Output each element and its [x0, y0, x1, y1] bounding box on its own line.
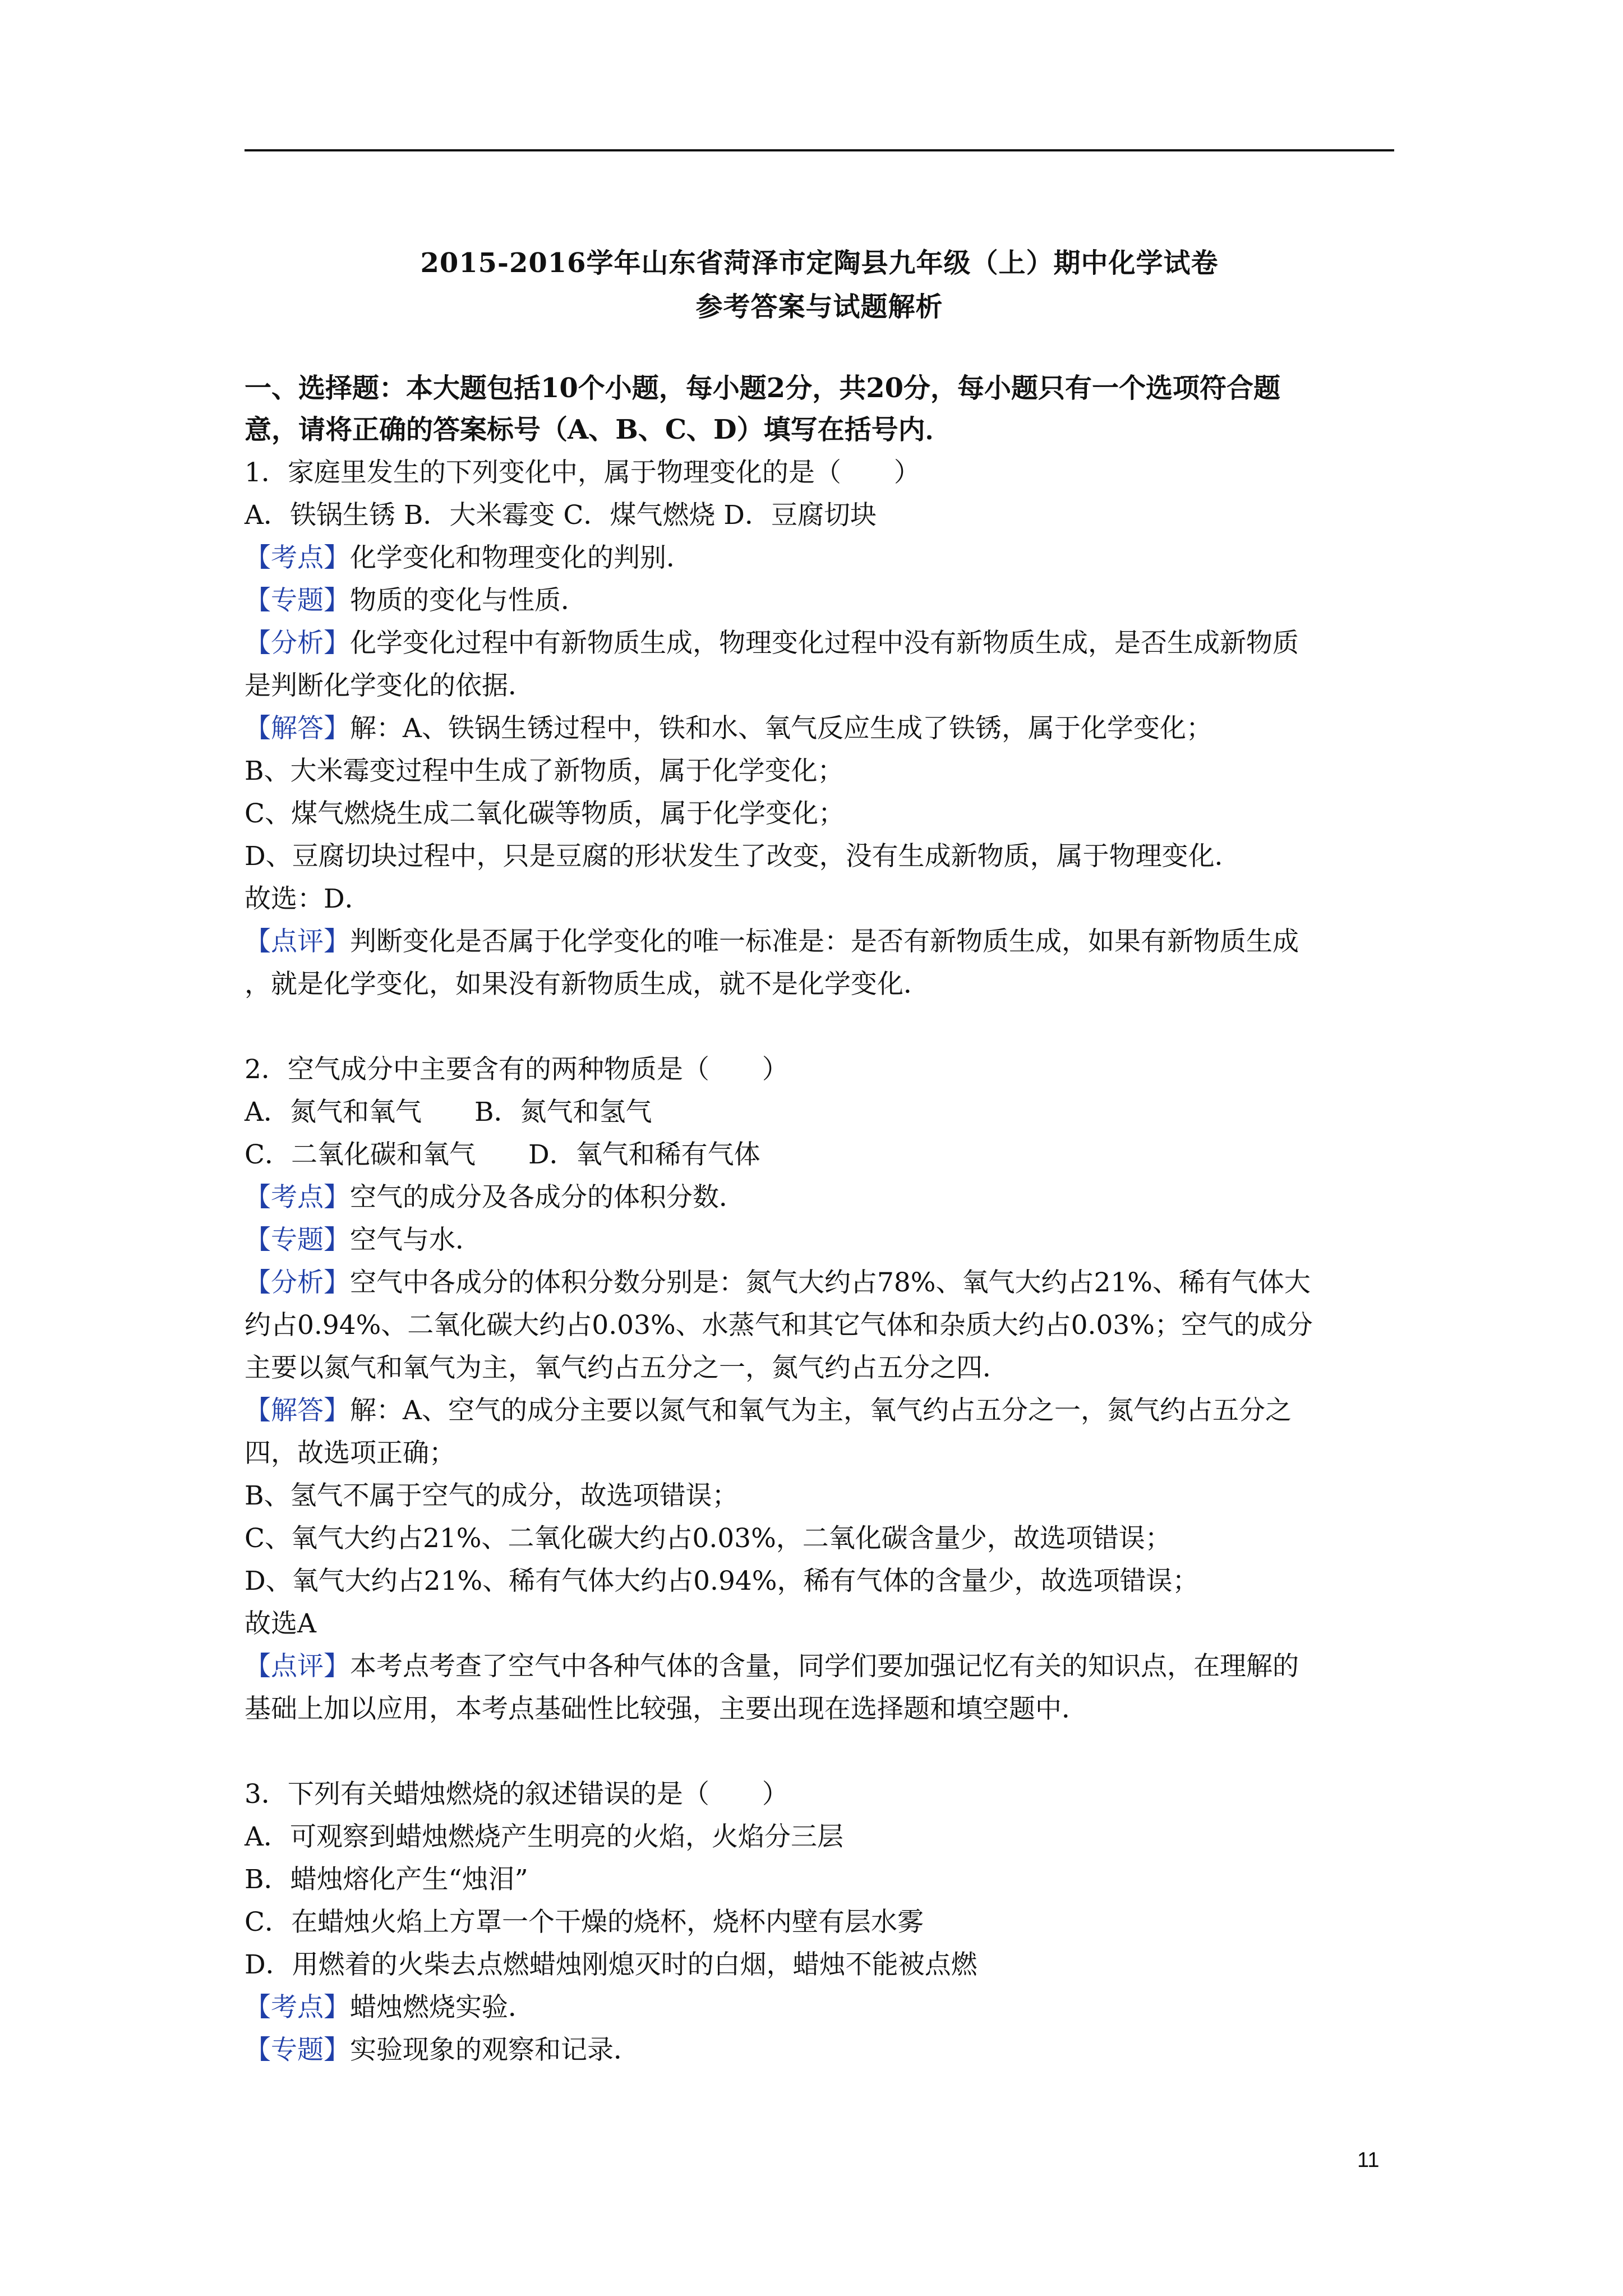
q1-kaodian: [245, 537, 1394, 579]
q2-fenxi-cont: 主要以氮气和氧气为主，氧气约占五分之一，氮气约占五分之四．: [245, 1352, 1009, 1383]
q1-jieda: [245, 707, 1394, 750]
jieda-text: 解：A、铁锅生锈过程中，铁和水、氧气反应生成了铁锈，属于化学变化；: [350, 713, 1212, 744]
page-number: 11: [1357, 2148, 1380, 2172]
q2-dianping-cont: 基础上加以应用，本考点基础性比较强，主要出现在选择题和填空题中．: [245, 1694, 1088, 1724]
jieda-tag: 【解答】: [245, 1395, 350, 1426]
q1-fenxi: [245, 622, 1394, 665]
q1-dianping: [245, 921, 1394, 963]
dianping-tag: 【点评】: [245, 1651, 350, 1682]
q2-kaodian: [245, 1176, 1394, 1219]
dianping-text: 本考点考查了空气中各种气体的含量，同学们要加强记忆有关的知识点，在理解的: [350, 1651, 1299, 1682]
spacer: [245, 1731, 1394, 1773]
q1-question: 1．家庭里发生的下列变化中，属于物理变化的是（ ）: [245, 457, 920, 488]
q3-option-c: C．在蜡烛火焰上方罩一个干燥的烧杯，烧杯内壁有层水雾: [245, 1907, 924, 1938]
zhuanti-tag: 【专题】: [245, 2035, 350, 2065]
page-subtitle: 参考答案与试题解析: [695, 291, 943, 323]
jieda-tag: 【解答】: [245, 713, 350, 744]
section-heading-line: 一、选择题：本大题包括10个小题，每小题2分，共20分，每小题只有一个选项符合题: [245, 372, 1280, 404]
kaodian-text: 化学变化和物理变化的判别．: [350, 542, 693, 573]
q2-options: C．二氧化碳和氧气 D．氧气和稀有气体: [245, 1139, 760, 1170]
kaodian-tag: 【考点】: [245, 1182, 350, 1213]
fenxi-text: 空气中各成分的体积分数分别是：氮气大约占78%、氧气大约占21%、稀有气体大: [350, 1267, 1311, 1298]
fenxi-tag: 【分析】: [245, 628, 350, 659]
q2-fenxi: [245, 1262, 1394, 1304]
dianping-text: 判断变化是否属于化学变化的唯一标准是：是否有新物质生成，如果有新物质生成: [350, 926, 1299, 957]
q1-jieda-line: C、煤气燃烧生成二氧化碳等物质，属于化学变化；: [245, 798, 845, 829]
q2-jieda-line: D、氧气大约占21%、稀有气体大约占0.94%，稀有气体的含量少，故选项错误；: [245, 1566, 1199, 1596]
document-body: [245, 452, 1394, 2072]
fenxi-tag: 【分析】: [245, 1267, 350, 1298]
section-heading-line: 意，请将正确的答案标号（A、B、C、D）填写在括号内．: [245, 414, 952, 445]
zhuanti-text: 实验现象的观察和记录．: [350, 2035, 640, 2065]
q2-jieda-line: B、氢气不属于空气的成分，故选项错误；: [245, 1480, 739, 1511]
fenxi-text: 化学变化过程中有新物质生成，物理变化过程中没有新物质生成，是否生成新物质: [350, 628, 1299, 659]
q1-zhuanti: [245, 579, 1394, 622]
q2-dianping: [245, 1645, 1394, 1688]
q2-answer: 故选A: [245, 1608, 316, 1639]
q2-options: A．氮气和氧气 B．氮气和氢气: [245, 1097, 652, 1128]
kaodian-text: 空气的成分及各成分的体积分数．: [350, 1182, 745, 1213]
q2-question: 2．空气成分中主要含有的两种物质是（ ）: [245, 1054, 789, 1085]
q3-option-b: B．蜡烛熔化产生“烛泪”: [245, 1864, 528, 1895]
q2-jieda-line: C、氧气大约占21%、二氧化碳大约占0.03%，二氧化碳含量少，故选项错误；: [245, 1523, 1172, 1554]
q1-jieda-line: B、大米霉变过程中生成了新物质，属于化学变化；: [245, 756, 844, 786]
zhuanti-tag: 【专题】: [245, 1225, 350, 1255]
q3-question: 3．下列有关蜡烛燃烧的叙述错误的是（ ）: [245, 1779, 789, 1810]
kaodian-text: 蜡烛燃烧实验．: [350, 1992, 534, 2023]
q2-jieda-line: 四，故选项正确；: [245, 1438, 455, 1469]
q3-zhuanti: [245, 2029, 1394, 2072]
page-title: 2015-2016学年山东省菏泽市定陶县九年级（上）期中化学试卷: [420, 247, 1219, 279]
q2-jieda: [245, 1389, 1394, 1432]
q1-answer: 故选：D．: [245, 884, 371, 914]
zhuanti-text: 空气与水．: [350, 1225, 482, 1255]
q1-fenxi-cont: 是判断化学变化的依据．: [245, 670, 534, 701]
jieda-text: 解：A、空气的成分主要以氮气和氧气为主，氧气约占五分之一，氮气约占五分之: [350, 1395, 1292, 1426]
section-heading: [245, 367, 1394, 450]
q3-kaodian: [245, 1986, 1394, 2029]
q1-options: A．铁锅生锈 B．大米霉变 C．煤气燃烧 D．豆腐切块: [245, 500, 877, 531]
kaodian-tag: 【考点】: [245, 542, 350, 573]
q2-fenxi-cont: 约占0.94%、二氧化碳大约占0.03%、水蒸气和其它气体和杂质大约占0.03%；空气的成分: [245, 1310, 1313, 1341]
q1-dianping-cont: ，就是化学变化，如果没有新物质生成，就不是化学变化．: [245, 969, 930, 1000]
zhuanti-tag: 【专题】: [245, 585, 350, 616]
q3-option-d: D．用燃着的火柴去点燃蜡烛刚熄灭时的白烟，蜡烛不能被点燃: [245, 1949, 978, 1980]
zhuanti-text: 物质的变化与性质．: [350, 585, 587, 616]
dianping-tag: 【点评】: [245, 926, 350, 957]
spacer: [245, 1006, 1394, 1048]
kaodian-tag: 【考点】: [245, 1992, 350, 2023]
header-rule: [245, 149, 1394, 151]
q2-zhuanti: [245, 1219, 1394, 1262]
q3-option-a: A．可观察到蜡烛燃烧产生明亮的火焰，火焰分三层: [245, 1821, 843, 1852]
q1-jieda-line: D、豆腐切块过程中，只是豆腐的形状发生了改变，没有生成新物质，属于物理变化．: [245, 841, 1241, 872]
